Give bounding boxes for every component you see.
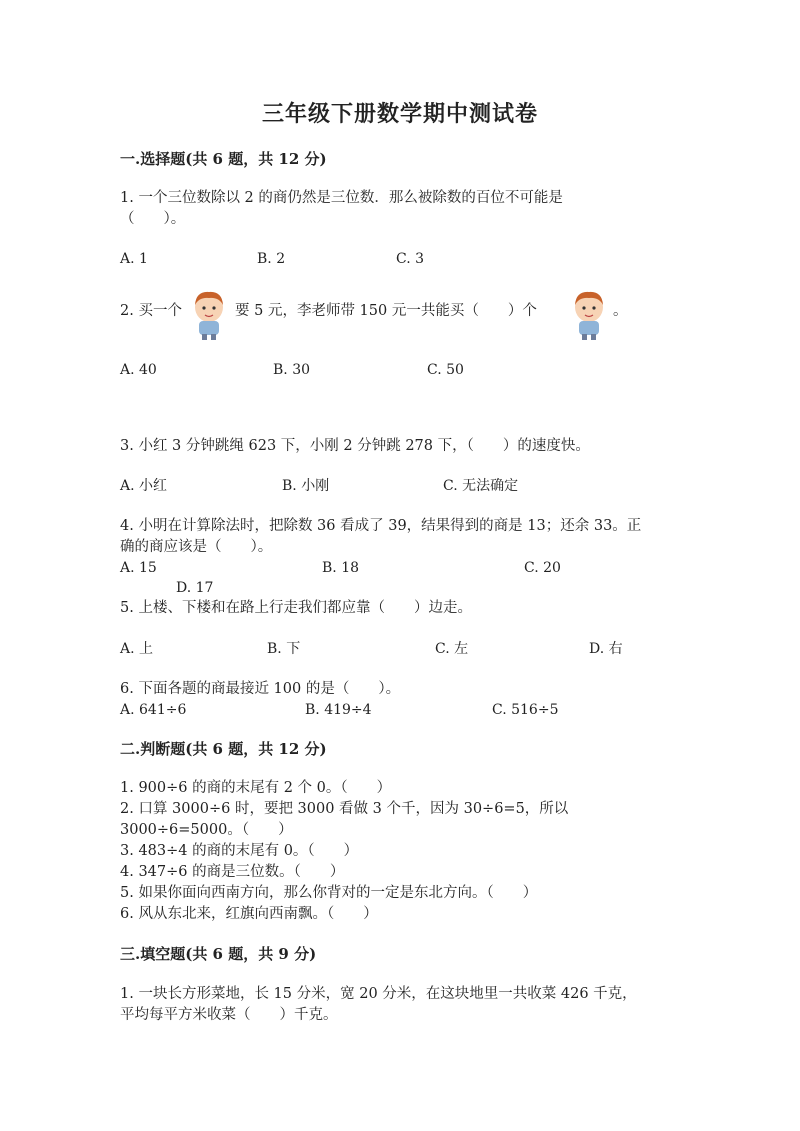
question-2-option-b: B. 30 bbox=[273, 362, 311, 378]
judgement-item: 3. 483÷4 的商的末尾有 0。（ ） bbox=[120, 843, 359, 859]
question-2-text-a: 2. 买一个 bbox=[120, 303, 182, 319]
section-heading-fill-blank: 三.填空题(共 6 题，共 9 分) bbox=[120, 945, 317, 963]
question-3-option-a: A. 小红 bbox=[120, 478, 168, 494]
question-5-option-c: C. 左 bbox=[435, 641, 469, 657]
question-3-text: 3. 小红 3 分钟跳绳 623 下，小刚 2 分钟跳 278 下，（ ）的速度快。 bbox=[120, 438, 590, 454]
question-4-line2: 确的商应该是（ ）。 bbox=[120, 539, 273, 555]
question-4-option-a: A. 15 bbox=[120, 560, 157, 576]
question-5-option-d: D. 右 bbox=[589, 641, 623, 657]
question-4-option-c: C. 20 bbox=[524, 560, 561, 576]
judgement-item: 1. 900÷6 的商的末尾有 2 个 0。（ ） bbox=[120, 780, 392, 796]
question-2-option-c: C. 50 bbox=[427, 362, 464, 378]
question-2-text-b: 要 5 元，李老师带 150 元一共能买（ ）个 bbox=[235, 303, 537, 319]
judgement-item: 4. 347÷6 的商是三位数。（ ） bbox=[120, 864, 345, 880]
question-2-text-c: 。 bbox=[613, 303, 628, 319]
fill-question-1-line1: 1. 一块长方形菜地，长 15 分米，宽 20 分米，在这块地里一共收菜 426 千克， bbox=[120, 986, 637, 1002]
question-1-line2: （ ）。 bbox=[120, 211, 186, 227]
question-5-option-a: A. 上 bbox=[120, 641, 154, 657]
question-1-line1: 1. 一个三位数除以 2 的商仍然是三位数．那么被除数的百位不可能是 bbox=[120, 190, 563, 206]
judgement-item: 5. 如果你面向西南方向，那么你背对的一定是东北方向。（ ） bbox=[120, 885, 538, 901]
question-4-option-d: D. 17 bbox=[176, 580, 214, 596]
judgement-item: 2. 口算 3000÷6 时，要把 3000 看做 3 个千，因为 30÷6=5，所以 bbox=[120, 801, 569, 817]
question-2-option-a: A. 40 bbox=[120, 362, 157, 378]
page-title: 三年级下册数学期中测试卷 bbox=[261, 101, 538, 127]
boy-cartoon-icon bbox=[566, 287, 612, 341]
question-4-line1: 4. 小明在计算除法时，把除数 36 看成了 39，结果得到的商是 13；还余 33。正 bbox=[120, 518, 642, 534]
question-6-text: 6. 下面各题的商最接近 100 的是（ ）。 bbox=[120, 681, 401, 697]
question-5-option-b: B. 下 bbox=[267, 641, 301, 657]
question-1-option-b: B. 2 bbox=[257, 251, 286, 267]
question-3-option-b: B. 小刚 bbox=[282, 478, 330, 494]
judgement-item: 6. 风从东北来，红旗向西南飘。（ ） bbox=[120, 906, 378, 922]
question-6-option-c: C. 516÷5 bbox=[492, 702, 559, 718]
fill-question-1-line2: 平均每平方米收菜（ ）千克。 bbox=[120, 1007, 338, 1023]
judgement-item: 3000÷6=5000。（ ） bbox=[120, 822, 293, 838]
boy-cartoon-icon bbox=[186, 287, 232, 341]
question-6-option-a: A. 641÷6 bbox=[120, 702, 187, 718]
section-heading-choice: 一.选择题(共 6 题，共 12 分) bbox=[120, 150, 327, 168]
question-5-text: 5. 上楼、下楼和在路上行走我们都应靠（ ）边走。 bbox=[120, 600, 472, 616]
question-1-option-a: A. 1 bbox=[120, 251, 148, 267]
question-1-option-c: C. 3 bbox=[396, 251, 425, 267]
question-6-option-b: B. 419÷4 bbox=[305, 702, 372, 718]
question-3-option-c: C. 无法确定 bbox=[443, 478, 519, 494]
section-heading-judgement: 二.判断题(共 6 题，共 12 分) bbox=[120, 740, 327, 758]
question-4-option-b: B. 18 bbox=[322, 560, 360, 576]
